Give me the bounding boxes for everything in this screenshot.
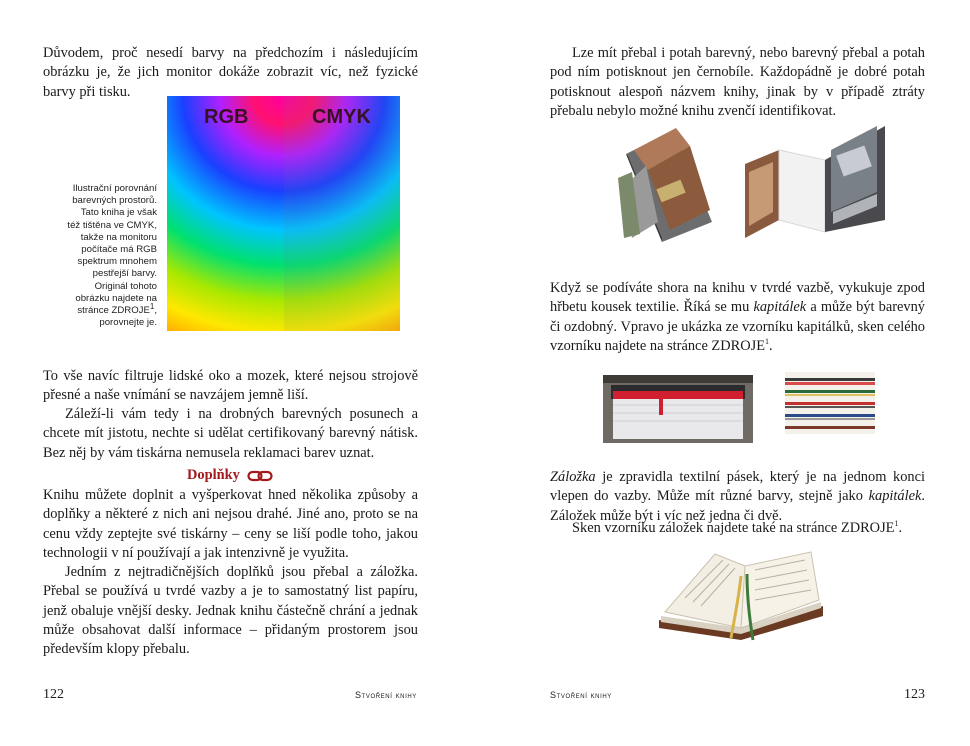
cmyk-half-tint — [284, 96, 400, 331]
caption-line: počítače má RGB — [81, 244, 157, 256]
p2-em: kapitálek — [753, 299, 807, 316]
p3-em-2: kapitálek — [868, 488, 922, 505]
chain-link-icon — [247, 470, 273, 482]
figure-label-cmyk: CMYK — [312, 106, 371, 128]
caption-line — [45, 301, 157, 317]
book-jacket-photo-1 — [618, 126, 720, 244]
headband-photo — [603, 375, 753, 443]
running-head-right: Stvoření knihy — [550, 690, 612, 700]
p3-text-b: . Záložek může být i víc než jedna či dvě. — [550, 488, 925, 524]
page-number-right: 123 — [904, 687, 925, 702]
right-paragraph-4 — [550, 519, 925, 538]
caption-line: obrázku najdete na — [75, 292, 157, 304]
p2-text-a: Když se podíváte shora na knihu v tvrdé vazbě, vykukuje zpod hřbetu kousek textilie. Říká se mu — [550, 280, 925, 316]
p4-end: . — [898, 520, 903, 536]
left-paragraph-2: To vše navíc filtruje lidské oko a mozek, které nejsou strojově přesné a naše vnímání se navzájem jemně liší. — [43, 368, 418, 404]
p2-footnote-mark: 1 — [765, 337, 769, 347]
caption-comma: , — [154, 305, 157, 317]
left-paragraph-5: Jedním z nejtradičnějších doplňků jsou přebal a záložka. Přebal se používá u tvrdé vazby a je to samostatný list papíru, jenž obaluje vnější desky. Jednak knihu částečně chrání a jednak může obsahovat další informace – přidaným prostorem jsou především klopy přebalu. — [43, 564, 418, 658]
caption-line-text: stránce ZDROJE — [77, 305, 150, 317]
caption-line: Tato kniha je však — [80, 207, 157, 219]
book-jacket-photo-2 — [743, 120, 889, 244]
left-paragraph-1: Důvodem, proč nesedí barvy na předchozím i následujícím obrázku je, že jich monitor dokáže zobrazit víc, než fyzické barvy při tisku. — [43, 45, 418, 100]
caption-line: pestřejší barvy. — [92, 268, 157, 280]
right-page — [485, 0, 970, 746]
open-book-bookmark-photo — [655, 546, 827, 642]
left-paragraph-3: Záleží-li vám tedy i na drobných barevných posunech a chcete mít jistotu, nechte si udělat certifikovaný barevný nátisk. Bez něj by vám tiskárna nemusela reklamaci barev uznat. — [43, 406, 418, 461]
p3-em-1: Záložka — [550, 469, 596, 485]
headband-swatches — [785, 372, 875, 434]
p2-end: . — [769, 337, 773, 354]
caption-line: barevných prostorů. — [72, 195, 157, 207]
caption-line: Originál tohoto — [94, 280, 157, 292]
figure-caption — [45, 183, 157, 329]
caption-line: takže na monitoru — [80, 231, 157, 243]
rgb-cmyk-figure — [167, 96, 400, 331]
caption-line: porovnejte je. — [99, 317, 157, 329]
p4-footnote-mark: 1 — [894, 519, 899, 529]
left-paragraph-4: Knihu můžete doplnit a vyšperkovat hned několika způsoby a doplňky a některé z nich ani nejsou drahé. Jiné ano, proto se na cenu vždy zeptejte své tiskárny – ceny se liší podle toho, jakou technologii v ní používají a jak intenzivně je využita. — [43, 487, 418, 561]
figure-label-rgb: RGB — [204, 106, 249, 128]
section-heading-text: Doplňky — [187, 467, 240, 483]
caption-footnote-mark: 1 — [149, 301, 155, 311]
page-number-left: 122 — [43, 687, 64, 702]
section-heading — [187, 467, 273, 484]
caption-line: též tištěna ve CMYK, — [67, 219, 157, 231]
p4-text: Sken vzorníku záložek najdete také na stránce ZDROJE — [572, 520, 895, 536]
caption-line: spektrum mnohem — [77, 256, 157, 268]
p2-text-b: a může být barevný či ozdobný. Vpravo je ukázka ze vzorníku kapitálků, sken celého vzorníku najdete na stránce ZDROJE — [550, 299, 925, 354]
right-paragraph-1: Lze mít přebal i potah barevný, nebo barevný přebal a potah pod ním potisknout jen černobíle. Každopádně je dobré potah potisknout alespoň názvem knihy, jinak by v případě ztráty přebalu nebylo možné knihu zvenčí identifikovat. — [550, 45, 925, 119]
caption-line: Ilustrační porovnání — [72, 183, 157, 194]
p3-text-a: je zpravidla textilní pásek, který je na jednom konci vlepen do vazby. Může mít různé barvy, stejně jako — [550, 469, 925, 505]
running-head-left: Stvoření knihy — [355, 690, 417, 700]
right-paragraph-2 — [550, 279, 925, 356]
